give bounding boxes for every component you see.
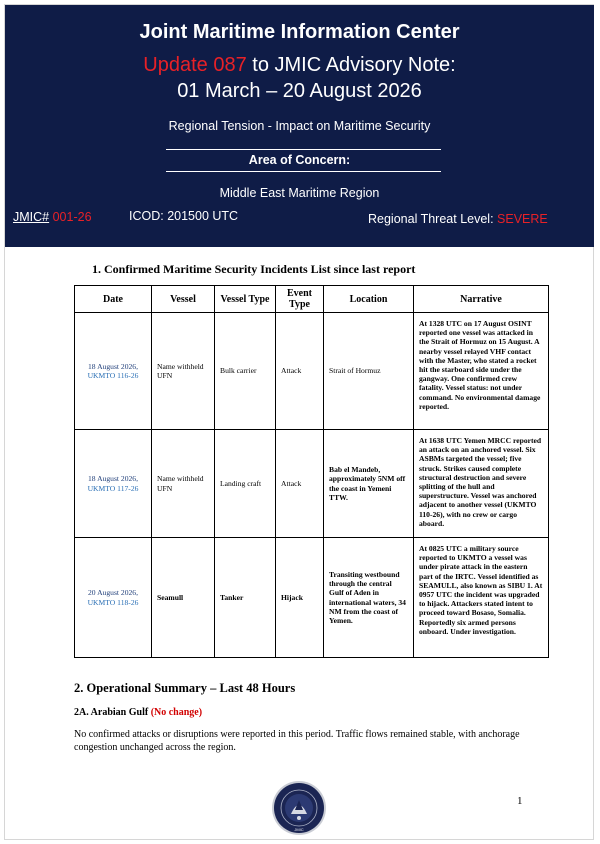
region-name: Middle East Maritime Region (219, 186, 380, 200)
cell-location: Bab el Mandeb, approximately 5NM off the coast in Yemeni TTW. (324, 430, 414, 538)
cell-event-type: Attack (276, 430, 324, 538)
jmic-label: JMIC# (13, 210, 50, 224)
date-range: 01 March – 20 August 2026 (177, 80, 422, 102)
cell-location: Transiting westbound through the central Gulf of Aden in international waters, 34 NM from the coast of Yemen. (324, 538, 414, 658)
page-number: 1 (517, 795, 523, 807)
incident-date: 18 August 2026, (88, 361, 138, 371)
ukmto-reference-link[interactable]: UKMTO 117-26 (87, 483, 139, 493)
cell-event-type: Attack (276, 313, 324, 430)
header-location: Location (324, 286, 414, 313)
section-2a-body: No confirmed attacks or disruptions were reported in this period. Traffic flows remained stable, with anchorage congestion unchanged across the region. (74, 729, 520, 753)
area-of-concern-label: Area of Concern: (248, 153, 351, 167)
header-event-type: Event Type (276, 286, 324, 313)
center-title: Joint Maritime Information Center (139, 21, 460, 43)
table-row (75, 313, 549, 430)
table-header-row (75, 286, 549, 313)
table-row (75, 538, 549, 658)
cell-vessel: Name withheld UFN (152, 430, 215, 538)
header-date: Date (75, 286, 152, 313)
jmic-seal-icon (271, 780, 327, 836)
section-2a-heading (74, 707, 202, 718)
incident-date: 18 August 2026, (88, 474, 138, 484)
cell-date (75, 313, 152, 430)
header-narrative: Narrative (414, 286, 549, 313)
cell-date (75, 430, 152, 538)
cell-vessel-type: Tanker (215, 538, 276, 658)
ukmto-reference-link[interactable]: UKMTO 116-26 (87, 371, 139, 380)
document-header (5, 5, 594, 247)
cell-event-type: Hijack (276, 538, 324, 658)
update-number: Update 087 (143, 54, 247, 76)
ukmto-reference-link[interactable]: UKMTO 118-26 (87, 597, 139, 607)
cell-location: Strait of Hormuz (324, 313, 414, 430)
section-2a-status: (No change) (150, 707, 203, 718)
subtitle: Regional Tension - Impact on Maritime Security (168, 119, 431, 133)
cell-narrative: At 1328 UTC on 17 August OSINT reported one vessel was attacked in the Strait of Hormuz on 15 August. A nearby vessel relayed VHF contact with the Master, who stated a rocket hit the starboard side under the gangway. One confirmed crew fatality. Vessel status: not under command. No environmental damage reported. (414, 313, 549, 430)
cell-vessel-type: Landing craft (215, 430, 276, 538)
section-2-title: 2. Operational Summary – Last 48 Hours (74, 681, 296, 695)
incident-date: 20 August 2026, (88, 588, 138, 598)
section-1-title: 1. Confirmed Maritime Security Incidents List since last report (92, 262, 416, 276)
header-vessel-type: Vessel Type (215, 286, 276, 313)
cell-narrative: At 1638 UTC Yemen MRCC reported an attack on an anchored vessel. Six ASBMs targeted the vessel; five struck. Strikes caused complete structural destruction and severe splitting of the hull and superstructure. Vessel was anchored adjacent to another vessel (UKMTO 110-26), with no crew or cargo aboard. (414, 430, 549, 538)
cell-vessel: Seamull (152, 538, 215, 658)
jmic-number: 001-26 (52, 210, 92, 224)
cell-vessel-type: Bulk carrier (215, 313, 276, 430)
cell-vessel: Name withheld UFN (152, 313, 215, 430)
threat-level (368, 212, 548, 226)
table-row (75, 430, 549, 538)
jmic-reference (13, 210, 92, 224)
advisory-note-label: to JMIC Advisory Note: (246, 54, 456, 76)
cell-narrative: At 0825 UTC a military source reported to UKMTO a vessel was under pirate attack in the eastern part of the IRTC. Vessel identified as SEAMULL, also known as SIBU 1. At 0957 UTC the incident was upgraded to hijack. Attackers stated intent to proceed toward Bosaso, Somalia. Reportedly six armed persons onboard. Under investigation. (414, 538, 549, 658)
threat-label: Regional Threat Level: (368, 212, 494, 226)
cell-date (75, 538, 152, 658)
seal-text: JMIC (294, 827, 304, 832)
advisory-update-line (5, 54, 594, 77)
header-vessel: Vessel (152, 286, 215, 313)
section-2a-label: 2A. Arabian Gulf (74, 707, 151, 718)
icod-time: ICOD: 201500 UTC (129, 209, 239, 223)
incidents-table (74, 285, 549, 658)
divider-top (166, 149, 441, 150)
threat-value: SEVERE (497, 212, 548, 226)
divider-bottom (166, 171, 441, 172)
